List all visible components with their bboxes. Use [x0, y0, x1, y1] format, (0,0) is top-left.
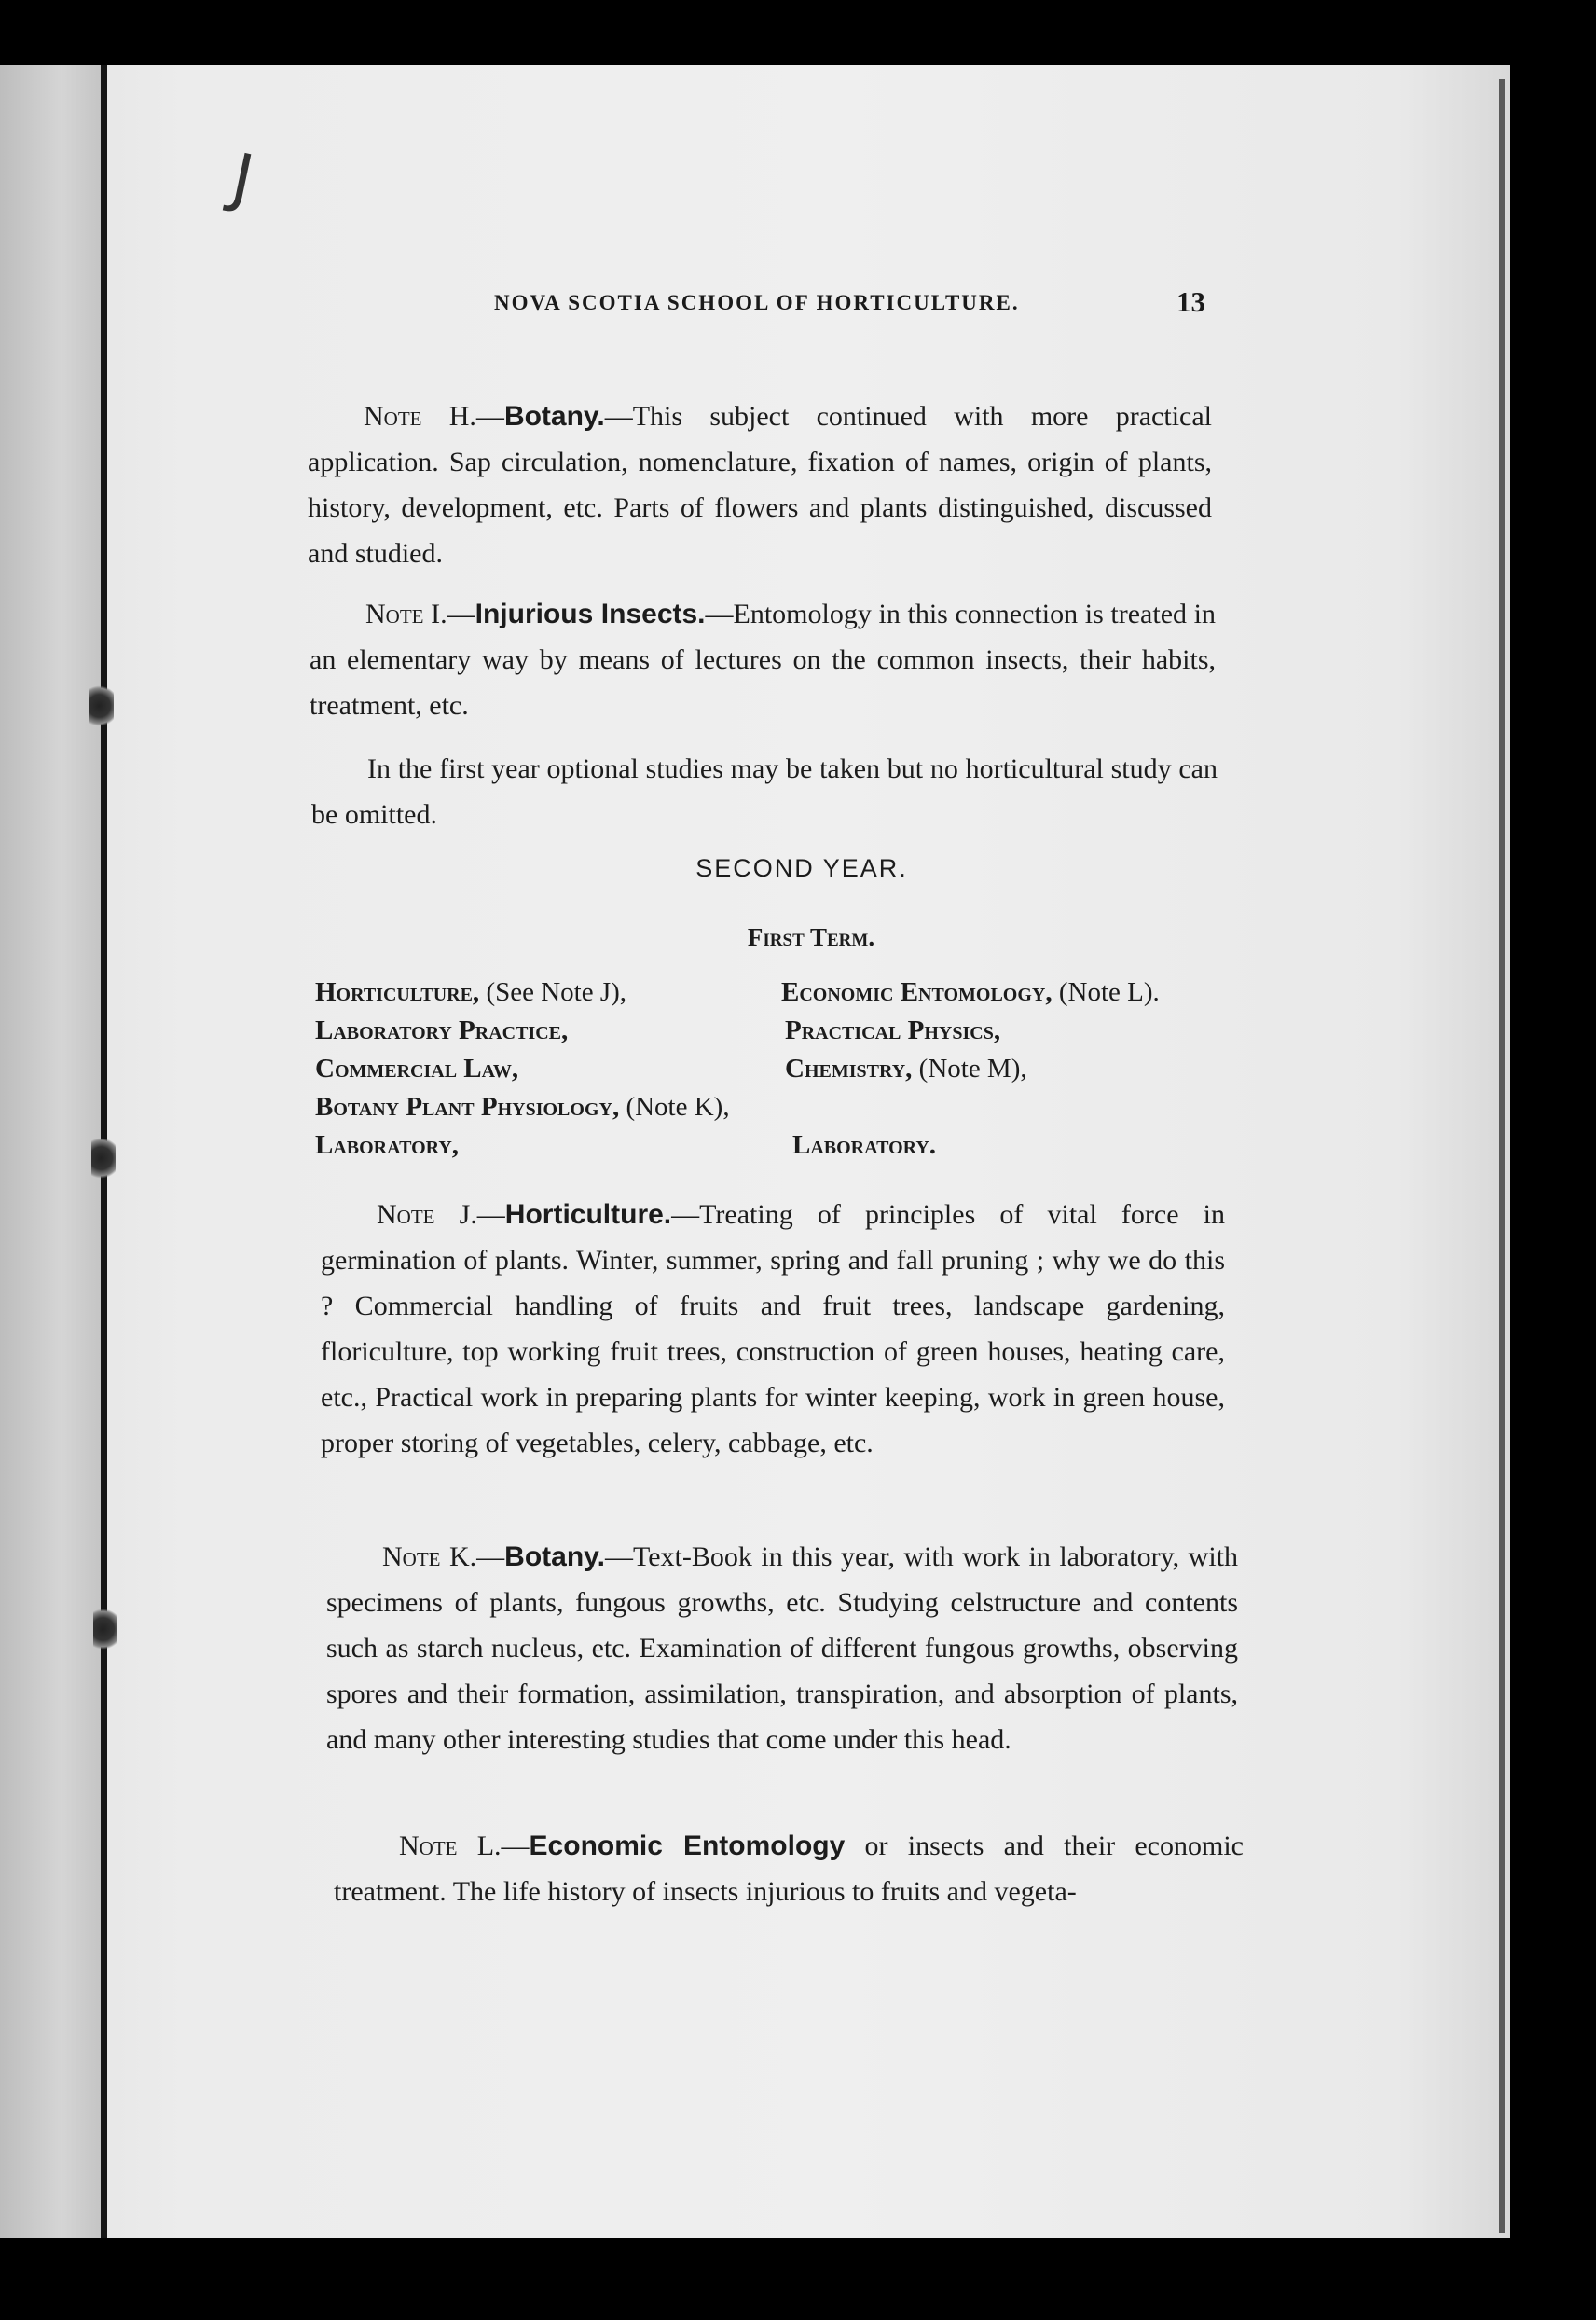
note-j-topic: Horticulture.	[504, 1199, 672, 1230]
note-j-paragraph	[321, 1192, 1225, 1466]
running-title: NOVA SCOTIA SCHOOL OF HORTICULTURE.	[494, 291, 1020, 314]
subject-right-2: Practical Physics,	[785, 1015, 1001, 1045]
subject-left-5: Laboratory,	[315, 1130, 460, 1160]
page-right-edge	[1499, 79, 1505, 2233]
binding-hole-top	[89, 685, 114, 726]
note-h-text: —This subject continued with more practical application. Sap circulation, nomenclature, fixation of names, origin of plants, history, development, etc. Parts of flowers and plants distinguished, discussed and studied.	[308, 401, 1212, 569]
note-h-lead: Note H.—	[364, 401, 504, 432]
subject-left-2: Laboratory Practice,	[315, 1015, 569, 1045]
subject-right-1: Economic Entomology, (Note L).	[781, 977, 1160, 1007]
subject-left-4: Botany Plant Physiology, (Note K),	[315, 1092, 730, 1122]
binding-hole-bottom	[93, 1609, 117, 1650]
note-l-topic: Economic Entomology	[529, 1830, 846, 1861]
second-year-heading: SECOND YEAR.	[695, 854, 908, 882]
note-k-topic: Botany.	[504, 1541, 605, 1572]
note-h-topic: Botany.	[503, 401, 605, 432]
note-l-paragraph	[334, 1823, 1244, 1914]
pencil-mark-j: J	[225, 138, 260, 218]
note-j-text: —Treating of principles of vital force in germination of plants. Winter, summer, spring and fall pruning ; why we do this ? Commercial handling of fruits and fruit trees, landscape gardening, floriculture, top working fruit trees, construction of green houses, heating care, etc., Practical work in preparing plants for winter keeping, work in green house, proper storing of vegetables, celery, cabbage, etc.	[321, 1199, 1226, 1458]
subject-left-3: Commercial Law,	[315, 1054, 519, 1084]
note-i-text: —Entomology in this connection is treated in an elementary way by means of lectures on the common insects, their habits, treatment, etc.	[310, 599, 1216, 721]
note-h-paragraph	[308, 394, 1212, 576]
subject-right-4: Laboratory.	[792, 1130, 937, 1160]
note-l-text: or insects and their economic treatment. The life history of insects injurious to fruits and vegeta-	[334, 1830, 1244, 1907]
binding-hole-middle	[91, 1138, 116, 1179]
note-i-lead: Note I.—	[365, 599, 475, 629]
note-j-lead: Note J.—	[377, 1199, 505, 1230]
note-i-paragraph	[310, 591, 1216, 728]
page-number: 13	[1176, 285, 1205, 318]
note-k-lead: Note K.—	[382, 1541, 505, 1572]
first-term-heading: First Term.	[747, 923, 875, 951]
previous-page-edge	[0, 65, 103, 2238]
note-k-paragraph	[326, 1534, 1238, 1762]
note-i-topic: Injurious Insects.	[475, 599, 706, 629]
optional-studies-paragraph: In the first year optional studies may be taken but no horticultural study can be omitted.	[311, 753, 1218, 830]
note-l-lead: Note L.—	[399, 1830, 530, 1861]
note-k-text: —Text-Book in this year, with work in laboratory, with specimens of plants, fungous growths, etc. Studying celstructure and contents such as starch nucleus, etc. Examination of different fungous growths, observing spores and their formation, assimilation, transpiration, and absorption of plants, and many other interesting studies that come under this head.	[326, 1541, 1238, 1755]
subject-left-1: Horticulture, (See Note J),	[315, 977, 627, 1007]
subject-right-3: Chemistry, (Note M),	[785, 1054, 1027, 1084]
